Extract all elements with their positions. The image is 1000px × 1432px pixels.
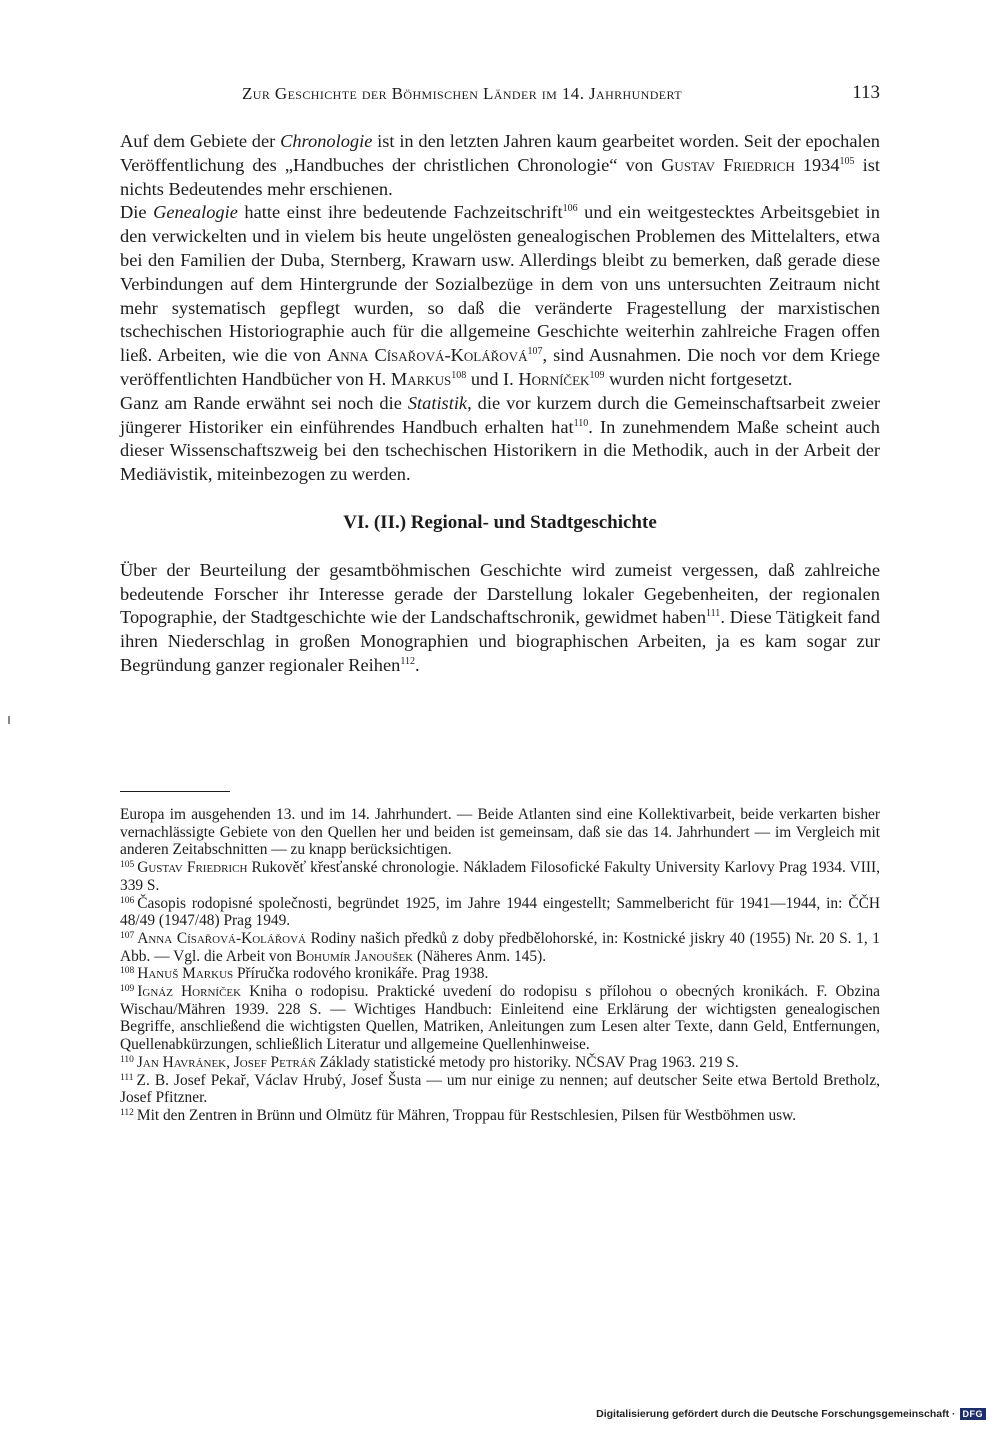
footnote-106 — [120, 895, 880, 930]
main-text — [120, 130, 880, 678]
author-name: Hanuš Markus — [137, 965, 234, 983]
footnote-text: Z. B. Josef Pekař, Václav Hrubý, Josef Šusta — um nur einige zu nennen; auf deutscher Seite etwa Bertold Bretholz, Josef Pfitzner. — [120, 1071, 880, 1107]
footnote-ref: 107 — [527, 346, 543, 358]
paragraph-regionalgeschichte — [120, 559, 880, 678]
footnote-109 — [120, 983, 880, 1054]
author-name: Bohumír Janoušek — [295, 947, 414, 965]
footnote-number: 107 — [120, 930, 135, 941]
running-header — [120, 80, 880, 110]
footnote-ref: 108 — [451, 369, 467, 381]
footnote-text: Rukověť křesťanské chronologie. Nákladem Filosofické Fakulty University Karlovy Prag 1934. VIII, 339 S. — [120, 859, 880, 894]
emphasis: Statistik, — [407, 392, 472, 413]
footnote-divider — [120, 791, 230, 792]
footnote-text: Příručka rodového kronikáře. Prag 1938. — [233, 965, 489, 983]
dfg-logo: DFG — [960, 1408, 987, 1420]
margin-mark — [8, 716, 10, 724]
digitization-credit — [596, 1406, 986, 1422]
text-run: Ganz am Rande erwähnt sei noch die — [120, 392, 408, 413]
text-run: . In zunehmendem Maße scheint auch dieser Wissenschaftszweig bei den tschechischen Historikern in die Methodik, auch in der Arbeit der Mediävistik, miteinbezogen zu werden. — [120, 416, 880, 485]
footnote-ref: 105 — [839, 155, 855, 167]
section-heading: VI. (II.) Regional- und Stadtgeschichte — [343, 511, 657, 533]
footnote-ref: 112 — [400, 655, 415, 667]
footnote-ref: 110 — [573, 417, 589, 429]
footnote-text: Rodiny našich předků z doby předbělohorské, in: Kostnické jiskry 40 (1955) Nr. 20 S. 1, 1 Abb. — Vgl. die Arbeit von — [120, 929, 881, 965]
credit-text: Digitalisierung gefördert durch die Deutsche Forschungsgemeinschaft · — [596, 1408, 956, 1420]
author-name: Anna Císařová-Kolářová — [326, 345, 528, 366]
paragraph-chronologie — [120, 130, 880, 201]
footnote-ref: 109 — [589, 369, 605, 381]
footnote-ref: 111 — [706, 608, 721, 620]
footnote-ref: 106 — [562, 203, 578, 215]
footnote-number: 111 — [120, 1072, 134, 1083]
text-run: Die — [120, 202, 154, 223]
text-run: wurden nicht fortgesetzt. — [604, 368, 793, 389]
emphasis: Chronologie — [280, 131, 373, 151]
text-run: und ein weitgestecktes Arbeitsgebiet in den verwickelten und in vielem bis heute ungelösten genealogischen Problemen des Mittelalters, etwa bei den Familien der Duba, Sternberg, Krawarn usw. Allerdings bleibt zu bemerken, daß gerade diese Verbindungen auf dem Hintergrunde der Sozialbezüge in dem von uns untersuchten Zeitraum nicht mehr systematisch gepflegt wurden, so daß die veränderte Fragestellung der marxistischen tschechischen Historiographie auch für die allgemeine Geschichte weiterhin zahlreiche Fragen offen ließ. Arbeiten, wie die von — [120, 202, 880, 366]
footnote-text: Základy statistické metody pro historiky. NČSAV Prag 1963. 219 S. — [315, 1053, 739, 1071]
text-run: ist nichts Bedeutendes mehr erschienen. — [120, 154, 880, 199]
footnote-text: Mit den Zentren in Brünn und Olmütz für Mähren, Troppau für Restschlesien, Pilsen für Westböhmen usw. — [136, 1106, 797, 1124]
text-run: Über der Beurteilung der gesamtböhmischen Geschichte wird zumeist vergessen, daß zahlreiche bedeutende Forscher ihr Interesse gerade der Darstellung lokaler Gegebenheiten, der regionalen Topographie, der Stadtgeschichte wie der Landschaftschronik, gewidmet haben — [120, 559, 880, 628]
footnote-text: Časopis rodopisné společnosti, begründet 1925, im Jahre 1944 eingestellt; Sammelbericht für 1941—1944, in: ČČH 48/49 (1947/48) Prag 1949. — [120, 894, 880, 930]
text-run: ist in den letzten Jahren kaum gearbeitet worden. Seit der epochalen Veröffentlichung des „Handbuches der christlichen Chronologie“ von — [120, 131, 880, 175]
footnote-108 — [120, 965, 880, 983]
text-run: . — [415, 654, 420, 675]
text-run: hatte einst ihre bedeutende Fachzeitschrift — [237, 202, 563, 223]
footnote-105 — [120, 859, 880, 894]
author-name: Jan Havránek, Josef Petráň — [136, 1053, 316, 1071]
author-name: Markus — [390, 368, 452, 389]
footnote-number: 110 — [120, 1054, 134, 1065]
footnote-text: Kniha o rodopisu. Praktické uvedení do rodopisu s přílohou o obecných kronikách. F. Obzina Wischau/Mähren 1939. 228 S. — Wichtiges Handbuch: Einleitend eine Erklärung der wichtigsten genealogischen Begriffe, anschließend die wichtigsten Quellen, Matriken, Anleitungen zum Lesen alter Texte, dann Geld, Entfernungen, Quellenabkürzungen, schließlich Literatur und allgemeine Quellenhinweise. — [120, 983, 880, 1054]
paragraph-statistik — [120, 392, 880, 487]
paragraph-genealogie — [120, 201, 880, 391]
text-run: , sind Ausnahmen. Die noch vor dem Kriege veröffentlichten Handbücher von H. — [120, 345, 881, 389]
footnote-111 — [120, 1072, 880, 1107]
author-name: Ignáz Horníček — [137, 983, 242, 1001]
author-name: Gustav Friedrich — [137, 859, 248, 877]
footnote-text: (Näheres Anm. 145). — [413, 947, 547, 965]
text-run: 1934 — [794, 154, 840, 175]
footnote-continuation: Europa im ausgehenden 13. und im 14. Jahrhundert. — Beide Atlanten sind eine Kollektivarbeit, beide verkarten bisher vernachlässigte Gebiete von den Quellen her und beiden ist gemeinsam, daß sie das 14. Jahrhundert — im Vergleich mit anderen Zeitabschnitten — zu knapp berücksichtigen. — [120, 806, 880, 859]
text-run: die vor kurzem durch die Gemeinschaftsarbeit zweier jüngerer Historiker ein einführendes Handbuch erhalten hat — [120, 392, 880, 437]
text-run: und I. — [466, 368, 519, 389]
emphasis: Genealogie — [153, 202, 238, 223]
footnote-number: 112 — [120, 1107, 134, 1118]
footnotes — [120, 806, 880, 1125]
footnote-107 — [120, 930, 880, 965]
footnote-number: 108 — [120, 966, 135, 977]
author-name: Horníček — [518, 368, 590, 389]
footnote-number: 105 — [120, 860, 135, 871]
footnote-number: 106 — [120, 895, 135, 906]
page-number: 113 — [852, 82, 880, 103]
footnote-number: 109 — [120, 984, 135, 995]
author-name: Anna Císařová-Kolářová — [137, 929, 306, 947]
footnote-110 — [120, 1054, 880, 1072]
running-title: Zur Geschichte der Böhmischen Länder im 14. Jahrhundert — [242, 84, 682, 103]
text-run: Auf dem Gebiete der — [120, 131, 281, 151]
footnote-112 — [120, 1107, 880, 1125]
author-name: Gustav Friedrich — [661, 154, 795, 175]
text-run: . Diese Tätigkeit fand ihren Niederschlag in großen Monographien und biographischen Arbeiten, ja es kam sogar zur Begründung ganzer regionaler Reihen — [120, 607, 880, 675]
